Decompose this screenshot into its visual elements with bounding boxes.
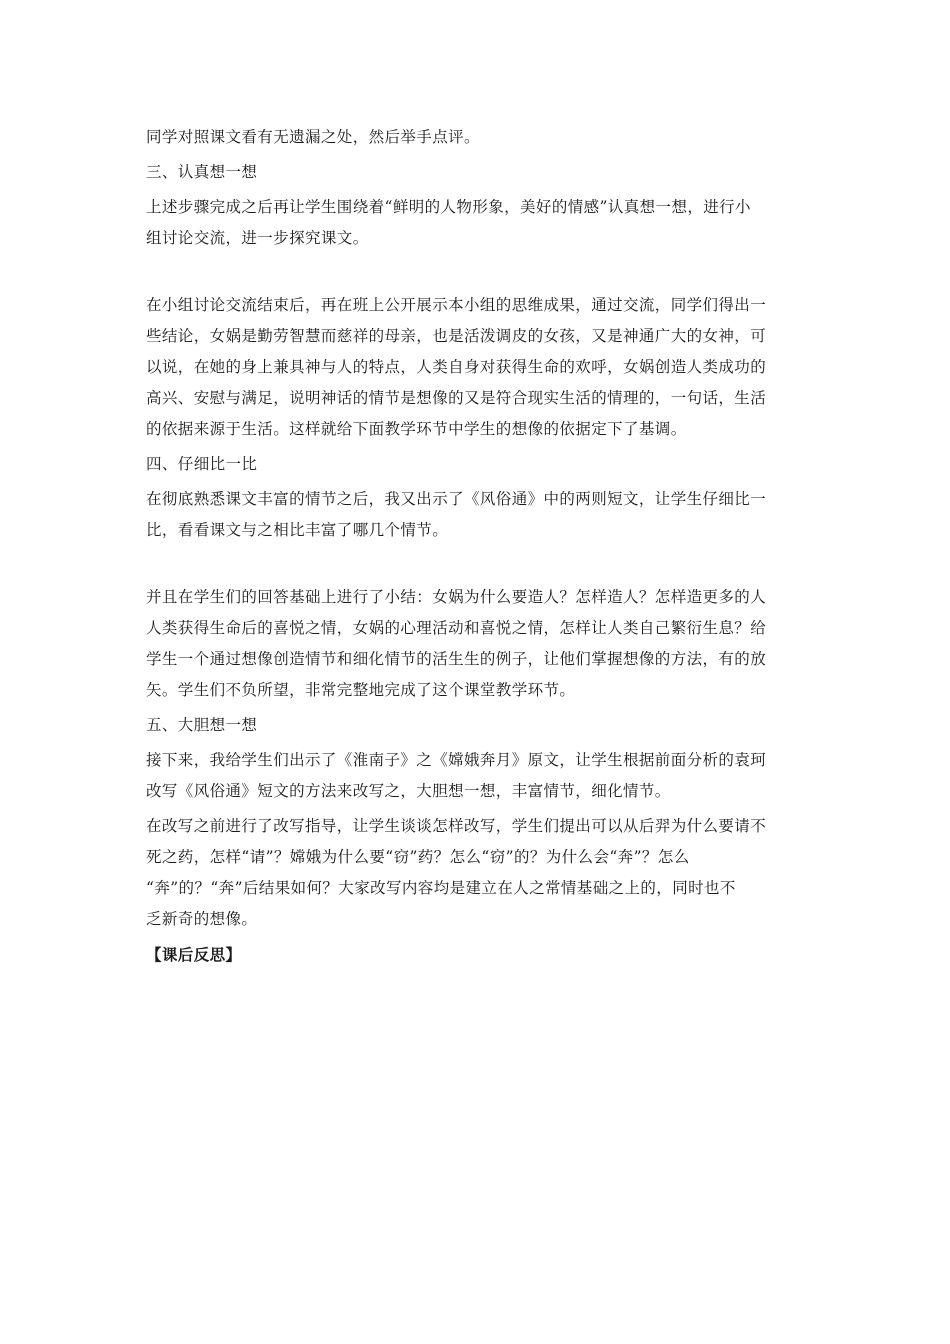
document-page: [146, 122, 808, 970]
paragraph-line: 在改写之前进行了改写指导，让学生谈谈怎样改写，学生们提出可以从后羿为什么要请不: [146, 817, 767, 835]
paragraph-line: 接下来，我给学生们出示了《淮南子》之《嫦娥奔月》原文，让学生根据前面分析的袁珂: [146, 751, 767, 769]
paragraph-line: 比，看看课文与之相比丰富了哪几个情节。: [146, 521, 449, 539]
paragraph-line: 并且在学生们的回答基础上进行了小结：女娲为什么要造人？怎样造人？怎样造更多的人: [146, 588, 767, 606]
paragraph-line: 在彻底熟悉课文丰富的情节之后，我又出示了《风俗通》中的两则短文，让学生仔细比一: [146, 490, 767, 508]
paragraph-line: 上述步骤完成之后再让学生围绕着“鲜明的人物形象，美好的情感”认真想一想，进行小: [146, 198, 751, 216]
paragraph-line: 在小组讨论交流结束后，再在班上公开展示本小组的思维成果，通过交流，同学们得出一: [146, 296, 767, 314]
paragraph-line: 矢。学生们不负所望，非常完整地完成了这个课堂教学环节。: [146, 681, 576, 699]
paragraph-line: 死之药，怎样“请”？嫦娥为什么要“窃”药？怎么“窃”的？为什么会“奔”？怎么: [146, 848, 690, 866]
paragraph-line: “奔”的？“奔”后结果如何？大家改写内容均是建立在人之常情基础之上的，同时也不: [146, 879, 736, 897]
paragraph-line: 高兴、安慰与满足，说明神话的情节是想像的又是符合现实生活的情理的，一句话，生活: [146, 389, 767, 407]
paragraph-line: 乏新奇的想像。: [146, 910, 258, 928]
paragraph-line: 人类获得生命后的喜悦之情，女娲的心理活动和喜悦之情，怎样让人类自己繁衍生息？给: [146, 619, 767, 637]
paragraph-line: 组讨论交流，进一步探究课文。: [146, 229, 369, 247]
paragraph-line: 学生一个通过想像创造情节和细化情节的活生生的例子，让他们掌握想像的方法，有的放: [146, 650, 767, 668]
paragraph-line: 同学对照课文看有无遗漏之处，然后举手点评。: [146, 128, 480, 146]
paragraph-line: 以说，在她的身上兼具神与人的特点，人类自身对获得生命的欢呼，女娲创造人类成功的: [146, 358, 767, 376]
section-heading-5: 五、大胆想一想: [146, 716, 258, 734]
section-heading-3: 三、认真想一想: [146, 163, 258, 181]
reflection-heading: 【课后反思】: [146, 945, 242, 964]
paragraph-line: 些结论，女娲是勤劳智慧而慈祥的母亲，也是活泼调皮的女孩，又是神通广大的女神，可: [146, 327, 767, 345]
paragraph-line: 的依据来源于生活。这样就给下面教学环节中学生的想像的依据定下了基调。: [146, 420, 687, 438]
paragraph-line: 改写《风俗通》短文的方法来改写之，大胆想一想，丰富情节，细化情节。: [146, 782, 671, 800]
section-heading-4: 四、仔细比一比: [146, 455, 258, 473]
